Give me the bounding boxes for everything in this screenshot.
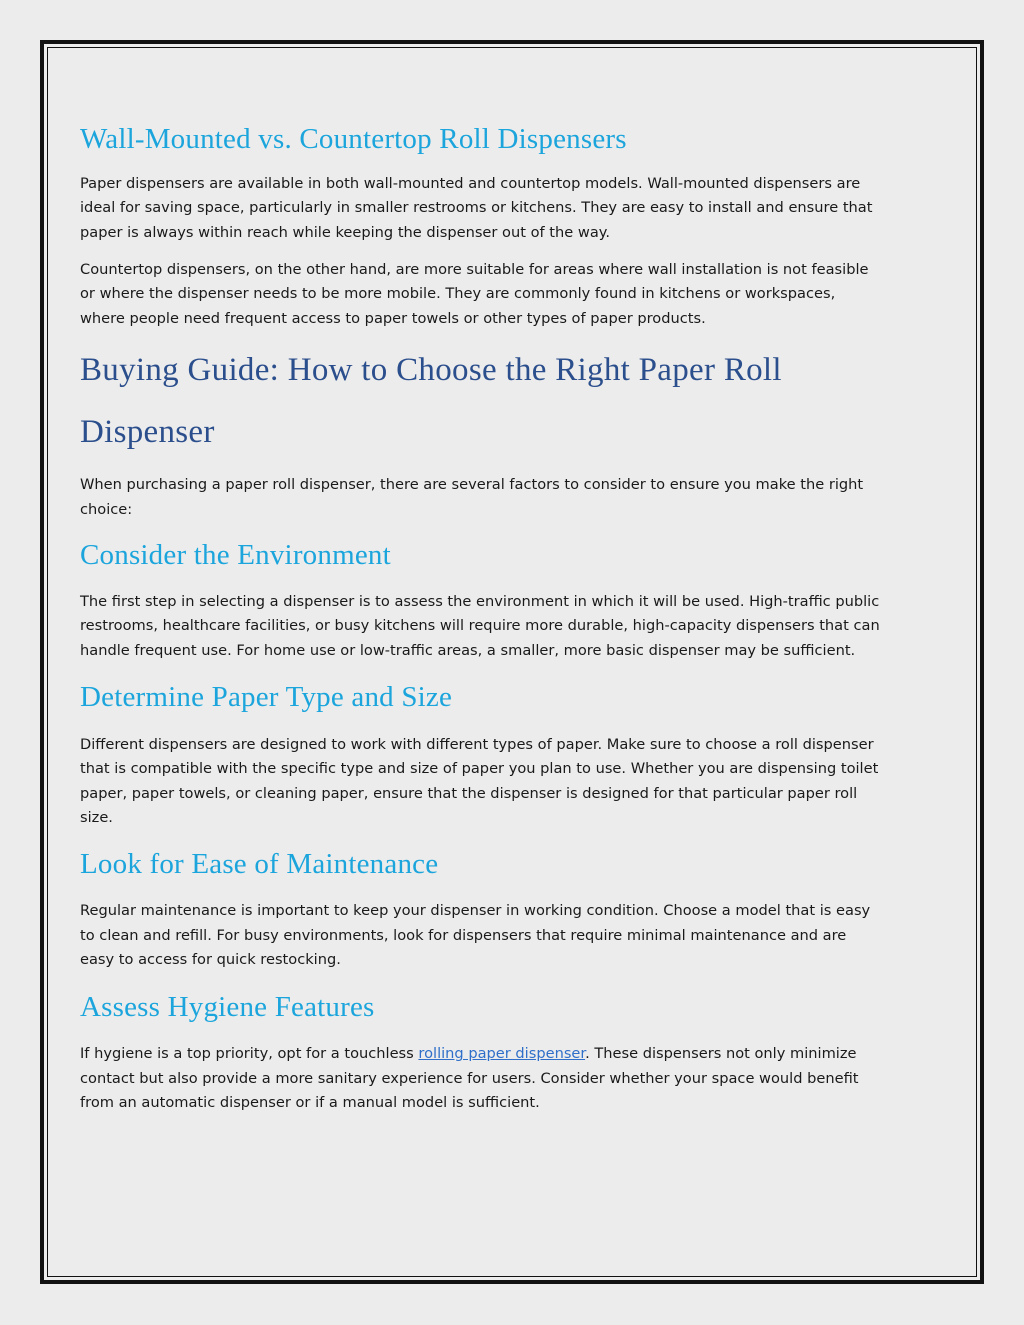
paragraph: Countertop dispensers, on the other hand, are more suitable for areas where wall installation is not feasible or where the dispenser needs to be more mobile. They are commonly found in kitchens or workspaces, where people need frequent access to paper towels or other types of paper products. xyxy=(80,261,869,327)
document-body xyxy=(80,118,880,1116)
section-environment xyxy=(80,538,880,663)
paragraph-text: . These dispensers not only minimize contact but also provide a more sanitary experience for users. Consider whether your space would benefit from an automatic dispenser or if a manual model is sufficient. xyxy=(80,1045,859,1112)
paragraph: Different dispensers are designed to work with different types of paper. Make sure to choose a roll dispenser that is compatible with the specific type and size of paper you plan to use. Whether you are dispensing toilet paper, paper towels, or cleaning paper, ensure that the dispenser is designed for that particular paper roll size. xyxy=(80,735,879,827)
section-heading: Wall-Mounted vs. Countertop Roll Dispensers xyxy=(80,123,627,155)
paragraph: Regular maintenance is important to keep your dispenser in working condition. Choose a model that is easy to clean and refill. For busy environments, look for dispensers that require minimal maintenance and are easy to access for quick restocking. xyxy=(80,902,871,969)
paragraph: When purchasing a paper roll dispenser, there are several factors to consider to ensure you make the right choice: xyxy=(80,476,864,518)
rolling-paper-dispenser-link[interactable]: rolling paper dispenser xyxy=(418,1045,586,1063)
main-heading: Buying Guide: How to Choose the Right Paper Roll Dispenser xyxy=(80,352,782,451)
section-heading: Consider the Environment xyxy=(80,539,391,572)
paragraph: The first step in selecting a dispenser is to assess the environment in which it will be used. High-traffic public restrooms, healthcare facilities, or busy kitchens will require more durable, high-capacity dispensers that can handle frequent use. For home use or low-traffic areas, a smaller, more basic dispenser may be sufficient. xyxy=(80,592,880,659)
section-paper-type xyxy=(80,680,880,830)
paragraph: Paper dispensers are available in both wall-mounted and countertop models. Wall-mounted dispensers are ideal for saving space, particularly in smaller restrooms or kitchens. They are easy to install and ensure that paper is always within reach while keeping the dispenser out of the way. xyxy=(80,174,873,241)
section-maintenance xyxy=(80,847,880,972)
paragraph xyxy=(80,1042,880,1115)
section-heading: Determine Paper Type and Size xyxy=(80,681,453,714)
section-heading: Assess Hygiene Features xyxy=(80,990,375,1023)
paragraph-text: If hygiene is a top priority, opt for a touchless xyxy=(80,1045,419,1063)
section-hygiene xyxy=(80,990,880,1116)
section-wall-vs-countertop xyxy=(80,122,880,331)
section-buying-guide xyxy=(80,339,880,522)
section-heading: Look for Ease of Maintenance xyxy=(80,848,439,881)
